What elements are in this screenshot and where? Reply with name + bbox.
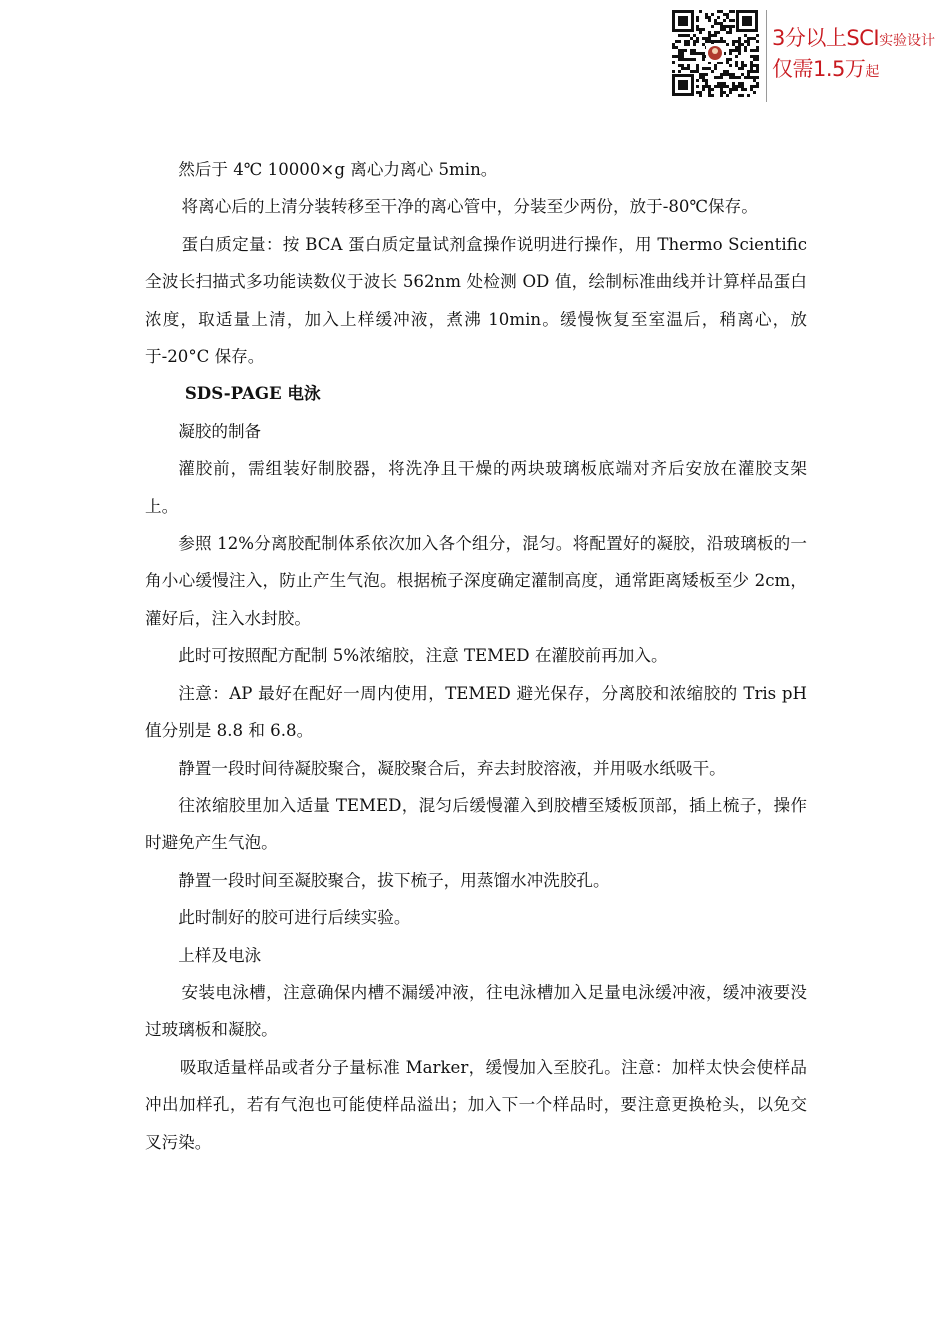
paragraph-centrifuge: 然后于 4℃ 10000×g 离心力离心 5min。 (178, 160, 498, 179)
ad-line1-big: 3分以上SCI (772, 26, 880, 50)
paragraph-install-tank: 安装电泳槽，注意确保内槽不漏缓冲液，往电泳槽加入足量电泳缓冲液，缓冲液要没过玻璃板和凝胶。 (145, 982, 807, 1040)
subheading-gel-prep: 凝胶的制备 (178, 421, 262, 441)
document-body (145, 151, 807, 1161)
ad-text[interactable] (772, 24, 948, 86)
paragraph-polymerize: 静置一段时间待凝胶聚合，凝胶聚合后，弃去封胶溶液，并用吸水纸吸干。 (178, 758, 726, 778)
paragraph-aliquot: 将离心后的上清分装转移至干净的离心管中，分装至少两份，放于-80℃保存。 (181, 197, 758, 217)
paragraph-load-samples: 吸取适量样品或者分子量标准 Marker，缓慢加入至胶孔。注意：加样太快会使样品冲出加样孔，若有气泡也可能使样品溢出；加入下一个样品时，要注意更换枪头，以免交叉污染。 (145, 1057, 807, 1152)
paragraph-note-ap: 注意：AP 最好在配好一周内使用，TEMED 避光保存，分离胶和浓缩胶的 Tris pH 值分别是 8.8 和 6.8。 (145, 683, 807, 741)
subheading-loading: 上样及电泳 (178, 945, 262, 965)
paragraph-stacking-gel: 此时可按照配方配制 5%浓缩胶，注意 TEMED 在灌胶前再加入。 (178, 646, 668, 666)
paragraph-remove-comb: 静置一段时间至凝胶聚合，拔下梳子，用蒸馏水冲洗胶孔。 (178, 870, 610, 890)
header-divider (766, 10, 767, 102)
paragraph-separating-gel: 参照 12%分离胶配制体系依次加入各个组分，混匀。将配置好的凝胶，沿玻璃板的一角小心缓慢注入，防止产生气泡。根据梳子深度确定灌制高度，通常距离矮板至少 2cm，灌好后，注入水封胶。 (145, 534, 807, 628)
paragraph-protein-quant: 蛋白质定量：按 BCA 蛋白质定量试剂盒操作说明进行操作，用 Thermo Scientific 全波长扫描式多功能读数仪于波长 562nm 处检测 OD 值，绘制标准曲线并计算样品蛋白浓度，取适量上清，加入上样缓冲液，煮沸 10min。缓慢恢复至室温后，稍离心，放于-20°C 保存。 (145, 234, 807, 367)
promo-header (668, 6, 950, 98)
qr-code-icon[interactable] (670, 8, 760, 98)
section-heading-sds-page: SDS-PAGE 电泳 (184, 383, 321, 404)
ad-line2-small: 起 (865, 64, 880, 80)
ad-line1-small: 实验设计 (879, 33, 936, 49)
paragraph-assemble: 灌胶前，需组装好制胶器，将洗净且干燥的两块玻璃板底端对齐后安放在灌胶支架上。 (145, 459, 807, 516)
paragraph-temed-comb: 往浓缩胶里加入适量 TEMED，混匀后缓慢灌入到胶槽至矮板顶部，插上梳子，操作时避免产生气泡。 (145, 795, 807, 853)
ad-line2-big: 仅需1.5万 (772, 57, 866, 81)
paragraph-gel-ready: 此时制好的胶可进行后续实验。 (178, 908, 411, 928)
